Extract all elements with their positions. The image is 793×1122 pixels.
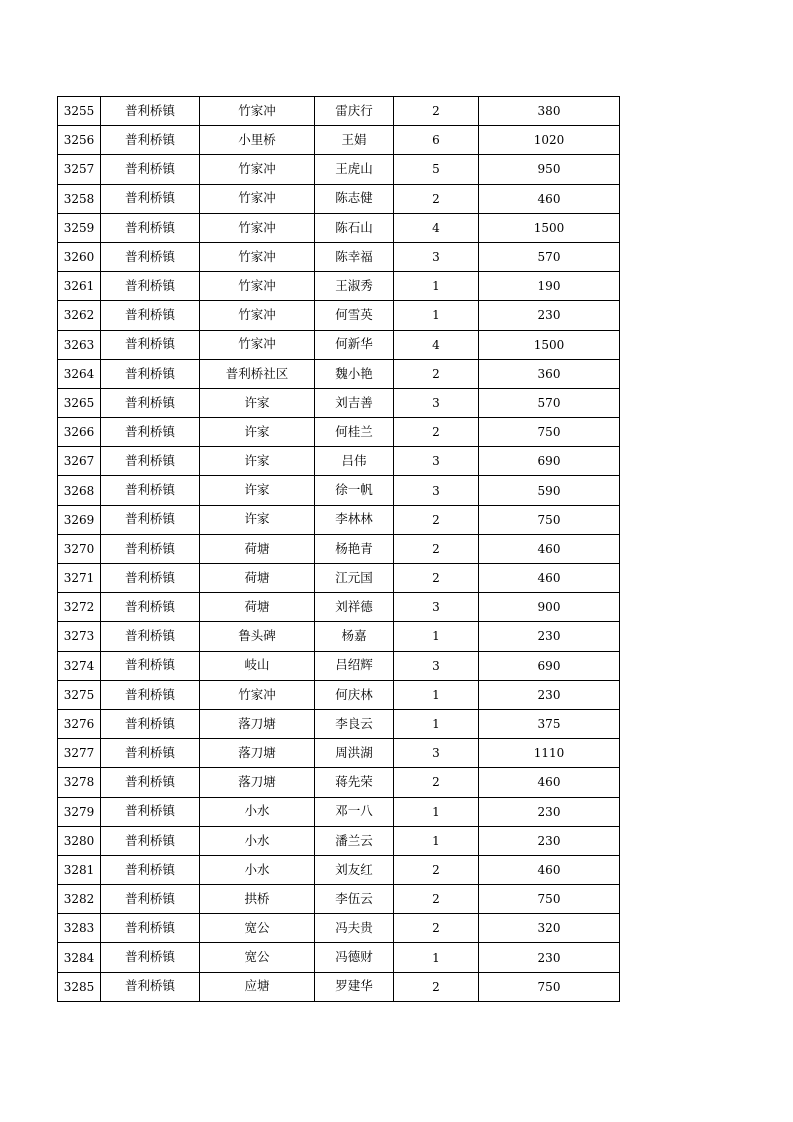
household-count-cell: 6 bbox=[394, 126, 479, 155]
village-cell: 拱桥 bbox=[200, 885, 315, 914]
town-cell: 普利桥镇 bbox=[101, 534, 200, 563]
amount-cell: 750 bbox=[479, 972, 620, 1001]
household-count-cell: 2 bbox=[394, 768, 479, 797]
row-number-cell: 3258 bbox=[58, 184, 101, 213]
household-count-cell: 2 bbox=[394, 418, 479, 447]
village-cell: 竹家冲 bbox=[200, 330, 315, 359]
village-cell: 竹家冲 bbox=[200, 184, 315, 213]
town-cell: 普利桥镇 bbox=[101, 564, 200, 593]
household-count-cell: 2 bbox=[394, 885, 479, 914]
amount-cell: 230 bbox=[479, 797, 620, 826]
amount-cell: 460 bbox=[479, 534, 620, 563]
household-count-cell: 2 bbox=[394, 914, 479, 943]
table-row bbox=[58, 972, 620, 1001]
household-count-cell: 1 bbox=[394, 943, 479, 972]
amount-cell: 1500 bbox=[479, 213, 620, 242]
household-count-cell: 1 bbox=[394, 622, 479, 651]
row-number-cell: 3266 bbox=[58, 418, 101, 447]
person-name-cell: 刘祥德 bbox=[315, 593, 394, 622]
table-row bbox=[58, 534, 620, 563]
table-row bbox=[58, 388, 620, 417]
amount-cell: 590 bbox=[479, 476, 620, 505]
household-count-cell: 2 bbox=[394, 359, 479, 388]
village-cell: 竹家冲 bbox=[200, 97, 315, 126]
person-name-cell: 陈石山 bbox=[315, 213, 394, 242]
household-count-cell: 3 bbox=[394, 651, 479, 680]
town-cell: 普利桥镇 bbox=[101, 651, 200, 680]
household-count-cell: 2 bbox=[394, 855, 479, 884]
village-cell: 小里桥 bbox=[200, 126, 315, 155]
table-row bbox=[58, 184, 620, 213]
town-cell: 普利桥镇 bbox=[101, 826, 200, 855]
person-name-cell: 周洪湖 bbox=[315, 739, 394, 768]
table-row bbox=[58, 855, 620, 884]
town-cell: 普利桥镇 bbox=[101, 330, 200, 359]
person-name-cell: 蒋先荣 bbox=[315, 768, 394, 797]
person-name-cell: 吕绍辉 bbox=[315, 651, 394, 680]
town-cell: 普利桥镇 bbox=[101, 505, 200, 534]
town-cell: 普利桥镇 bbox=[101, 359, 200, 388]
village-cell: 落刀塘 bbox=[200, 768, 315, 797]
village-cell: 竹家冲 bbox=[200, 301, 315, 330]
row-number-cell: 3277 bbox=[58, 739, 101, 768]
person-name-cell: 邓一八 bbox=[315, 797, 394, 826]
town-cell: 普利桥镇 bbox=[101, 388, 200, 417]
table-row bbox=[58, 709, 620, 738]
person-name-cell: 何桂兰 bbox=[315, 418, 394, 447]
row-number-cell: 3265 bbox=[58, 388, 101, 417]
town-cell: 普利桥镇 bbox=[101, 739, 200, 768]
amount-cell: 230 bbox=[479, 943, 620, 972]
table-row bbox=[58, 739, 620, 768]
household-count-cell: 3 bbox=[394, 447, 479, 476]
table-row bbox=[58, 301, 620, 330]
table-row bbox=[58, 418, 620, 447]
village-cell: 许家 bbox=[200, 505, 315, 534]
amount-cell: 570 bbox=[479, 242, 620, 271]
village-cell: 宽公 bbox=[200, 943, 315, 972]
household-count-cell: 4 bbox=[394, 213, 479, 242]
table-row bbox=[58, 622, 620, 651]
row-number-cell: 3284 bbox=[58, 943, 101, 972]
village-cell: 鲁头碑 bbox=[200, 622, 315, 651]
household-count-cell: 1 bbox=[394, 797, 479, 826]
town-cell: 普利桥镇 bbox=[101, 155, 200, 184]
town-cell: 普利桥镇 bbox=[101, 972, 200, 1001]
village-cell: 小水 bbox=[200, 826, 315, 855]
amount-cell: 1500 bbox=[479, 330, 620, 359]
amount-cell: 230 bbox=[479, 301, 620, 330]
person-name-cell: 罗建华 bbox=[315, 972, 394, 1001]
amount-cell: 360 bbox=[479, 359, 620, 388]
row-number-cell: 3273 bbox=[58, 622, 101, 651]
row-number-cell: 3261 bbox=[58, 272, 101, 301]
household-count-cell: 3 bbox=[394, 593, 479, 622]
row-number-cell: 3259 bbox=[58, 213, 101, 242]
town-cell: 普利桥镇 bbox=[101, 301, 200, 330]
person-name-cell: 王淑秀 bbox=[315, 272, 394, 301]
village-cell: 荷塘 bbox=[200, 534, 315, 563]
town-cell: 普利桥镇 bbox=[101, 418, 200, 447]
amount-cell: 690 bbox=[479, 447, 620, 476]
table-row bbox=[58, 447, 620, 476]
amount-cell: 750 bbox=[479, 505, 620, 534]
village-cell: 小水 bbox=[200, 797, 315, 826]
village-cell: 许家 bbox=[200, 476, 315, 505]
village-cell: 竹家冲 bbox=[200, 213, 315, 242]
amount-cell: 320 bbox=[479, 914, 620, 943]
person-name-cell: 刘吉善 bbox=[315, 388, 394, 417]
amount-cell: 230 bbox=[479, 680, 620, 709]
amount-cell: 460 bbox=[479, 184, 620, 213]
table-row bbox=[58, 768, 620, 797]
person-name-cell: 雷庆行 bbox=[315, 97, 394, 126]
town-cell: 普利桥镇 bbox=[101, 943, 200, 972]
amount-cell: 1020 bbox=[479, 126, 620, 155]
row-number-cell: 3256 bbox=[58, 126, 101, 155]
amount-cell: 690 bbox=[479, 651, 620, 680]
village-cell: 普利桥社区 bbox=[200, 359, 315, 388]
person-name-cell: 陈幸福 bbox=[315, 242, 394, 271]
village-cell: 宽公 bbox=[200, 914, 315, 943]
town-cell: 普利桥镇 bbox=[101, 797, 200, 826]
row-number-cell: 3275 bbox=[58, 680, 101, 709]
household-count-cell: 2 bbox=[394, 972, 479, 1001]
row-number-cell: 3262 bbox=[58, 301, 101, 330]
village-cell: 许家 bbox=[200, 418, 315, 447]
town-cell: 普利桥镇 bbox=[101, 126, 200, 155]
household-count-cell: 1 bbox=[394, 272, 479, 301]
person-name-cell: 冯夫贵 bbox=[315, 914, 394, 943]
amount-cell: 230 bbox=[479, 622, 620, 651]
table-row bbox=[58, 213, 620, 242]
village-cell: 荷塘 bbox=[200, 564, 315, 593]
person-name-cell: 潘兰云 bbox=[315, 826, 394, 855]
row-number-cell: 3285 bbox=[58, 972, 101, 1001]
row-number-cell: 3271 bbox=[58, 564, 101, 593]
table-row bbox=[58, 914, 620, 943]
household-count-cell: 3 bbox=[394, 242, 479, 271]
person-name-cell: 王娟 bbox=[315, 126, 394, 155]
row-number-cell: 3278 bbox=[58, 768, 101, 797]
village-cell: 许家 bbox=[200, 388, 315, 417]
village-cell: 许家 bbox=[200, 447, 315, 476]
town-cell: 普利桥镇 bbox=[101, 242, 200, 271]
town-cell: 普利桥镇 bbox=[101, 885, 200, 914]
village-cell: 荷塘 bbox=[200, 593, 315, 622]
table-row bbox=[58, 826, 620, 855]
household-count-cell: 2 bbox=[394, 564, 479, 593]
household-count-cell: 2 bbox=[394, 505, 479, 534]
row-number-cell: 3264 bbox=[58, 359, 101, 388]
town-cell: 普利桥镇 bbox=[101, 855, 200, 884]
row-number-cell: 3274 bbox=[58, 651, 101, 680]
table-row bbox=[58, 885, 620, 914]
table-row bbox=[58, 272, 620, 301]
person-name-cell: 杨艳青 bbox=[315, 534, 394, 563]
row-number-cell: 3276 bbox=[58, 709, 101, 738]
amount-cell: 1110 bbox=[479, 739, 620, 768]
amount-cell: 230 bbox=[479, 826, 620, 855]
household-count-cell: 3 bbox=[394, 388, 479, 417]
amount-cell: 460 bbox=[479, 855, 620, 884]
household-count-cell: 2 bbox=[394, 184, 479, 213]
table-row bbox=[58, 476, 620, 505]
row-number-cell: 3267 bbox=[58, 447, 101, 476]
table-body bbox=[58, 97, 620, 1002]
row-number-cell: 3263 bbox=[58, 330, 101, 359]
person-name-cell: 何新华 bbox=[315, 330, 394, 359]
row-number-cell: 3257 bbox=[58, 155, 101, 184]
amount-cell: 950 bbox=[479, 155, 620, 184]
data-table bbox=[57, 96, 620, 1002]
row-number-cell: 3282 bbox=[58, 885, 101, 914]
amount-cell: 900 bbox=[479, 593, 620, 622]
town-cell: 普利桥镇 bbox=[101, 272, 200, 301]
amount-cell: 380 bbox=[479, 97, 620, 126]
person-name-cell: 魏小艳 bbox=[315, 359, 394, 388]
row-number-cell: 3270 bbox=[58, 534, 101, 563]
village-cell: 竹家冲 bbox=[200, 155, 315, 184]
table-row bbox=[58, 505, 620, 534]
town-cell: 普利桥镇 bbox=[101, 593, 200, 622]
row-number-cell: 3280 bbox=[58, 826, 101, 855]
person-name-cell: 王虎山 bbox=[315, 155, 394, 184]
person-name-cell: 李良云 bbox=[315, 709, 394, 738]
row-number-cell: 3283 bbox=[58, 914, 101, 943]
town-cell: 普利桥镇 bbox=[101, 476, 200, 505]
amount-cell: 750 bbox=[479, 885, 620, 914]
household-count-cell: 1 bbox=[394, 301, 479, 330]
town-cell: 普利桥镇 bbox=[101, 768, 200, 797]
village-cell: 落刀塘 bbox=[200, 709, 315, 738]
town-cell: 普利桥镇 bbox=[101, 680, 200, 709]
amount-cell: 570 bbox=[479, 388, 620, 417]
amount-cell: 460 bbox=[479, 564, 620, 593]
table-row bbox=[58, 593, 620, 622]
village-cell: 竹家冲 bbox=[200, 242, 315, 271]
person-name-cell: 陈志健 bbox=[315, 184, 394, 213]
row-number-cell: 3260 bbox=[58, 242, 101, 271]
village-cell: 竹家冲 bbox=[200, 680, 315, 709]
person-name-cell: 徐一帆 bbox=[315, 476, 394, 505]
household-count-cell: 1 bbox=[394, 709, 479, 738]
table-row bbox=[58, 680, 620, 709]
table-row bbox=[58, 97, 620, 126]
household-count-cell: 2 bbox=[394, 534, 479, 563]
row-number-cell: 3268 bbox=[58, 476, 101, 505]
person-name-cell: 何雪英 bbox=[315, 301, 394, 330]
row-number-cell: 3269 bbox=[58, 505, 101, 534]
person-name-cell: 刘友红 bbox=[315, 855, 394, 884]
town-cell: 普利桥镇 bbox=[101, 213, 200, 242]
town-cell: 普利桥镇 bbox=[101, 622, 200, 651]
amount-cell: 460 bbox=[479, 768, 620, 797]
table-row bbox=[58, 126, 620, 155]
household-count-cell: 5 bbox=[394, 155, 479, 184]
village-cell: 小水 bbox=[200, 855, 315, 884]
amount-cell: 190 bbox=[479, 272, 620, 301]
person-name-cell: 吕伟 bbox=[315, 447, 394, 476]
person-name-cell: 李林林 bbox=[315, 505, 394, 534]
table-row bbox=[58, 155, 620, 184]
person-name-cell: 李伍云 bbox=[315, 885, 394, 914]
village-cell: 落刀塘 bbox=[200, 739, 315, 768]
village-cell: 竹家冲 bbox=[200, 272, 315, 301]
person-name-cell: 江元国 bbox=[315, 564, 394, 593]
table-row bbox=[58, 359, 620, 388]
town-cell: 普利桥镇 bbox=[101, 914, 200, 943]
village-cell: 岐山 bbox=[200, 651, 315, 680]
table-row bbox=[58, 330, 620, 359]
village-cell: 应塘 bbox=[200, 972, 315, 1001]
row-number-cell: 3279 bbox=[58, 797, 101, 826]
table-row bbox=[58, 564, 620, 593]
person-name-cell: 何庆林 bbox=[315, 680, 394, 709]
household-count-cell: 3 bbox=[394, 476, 479, 505]
household-count-cell: 1 bbox=[394, 680, 479, 709]
town-cell: 普利桥镇 bbox=[101, 97, 200, 126]
row-number-cell: 3281 bbox=[58, 855, 101, 884]
town-cell: 普利桥镇 bbox=[101, 184, 200, 213]
town-cell: 普利桥镇 bbox=[101, 447, 200, 476]
person-name-cell: 杨嘉 bbox=[315, 622, 394, 651]
amount-cell: 750 bbox=[479, 418, 620, 447]
table-row bbox=[58, 651, 620, 680]
household-count-cell: 3 bbox=[394, 739, 479, 768]
table-row bbox=[58, 242, 620, 271]
amount-cell: 375 bbox=[479, 709, 620, 738]
row-number-cell: 3272 bbox=[58, 593, 101, 622]
household-count-cell: 4 bbox=[394, 330, 479, 359]
household-count-cell: 1 bbox=[394, 826, 479, 855]
table-row bbox=[58, 797, 620, 826]
town-cell: 普利桥镇 bbox=[101, 709, 200, 738]
table-row bbox=[58, 943, 620, 972]
household-count-cell: 2 bbox=[394, 97, 479, 126]
person-name-cell: 冯德财 bbox=[315, 943, 394, 972]
row-number-cell: 3255 bbox=[58, 97, 101, 126]
